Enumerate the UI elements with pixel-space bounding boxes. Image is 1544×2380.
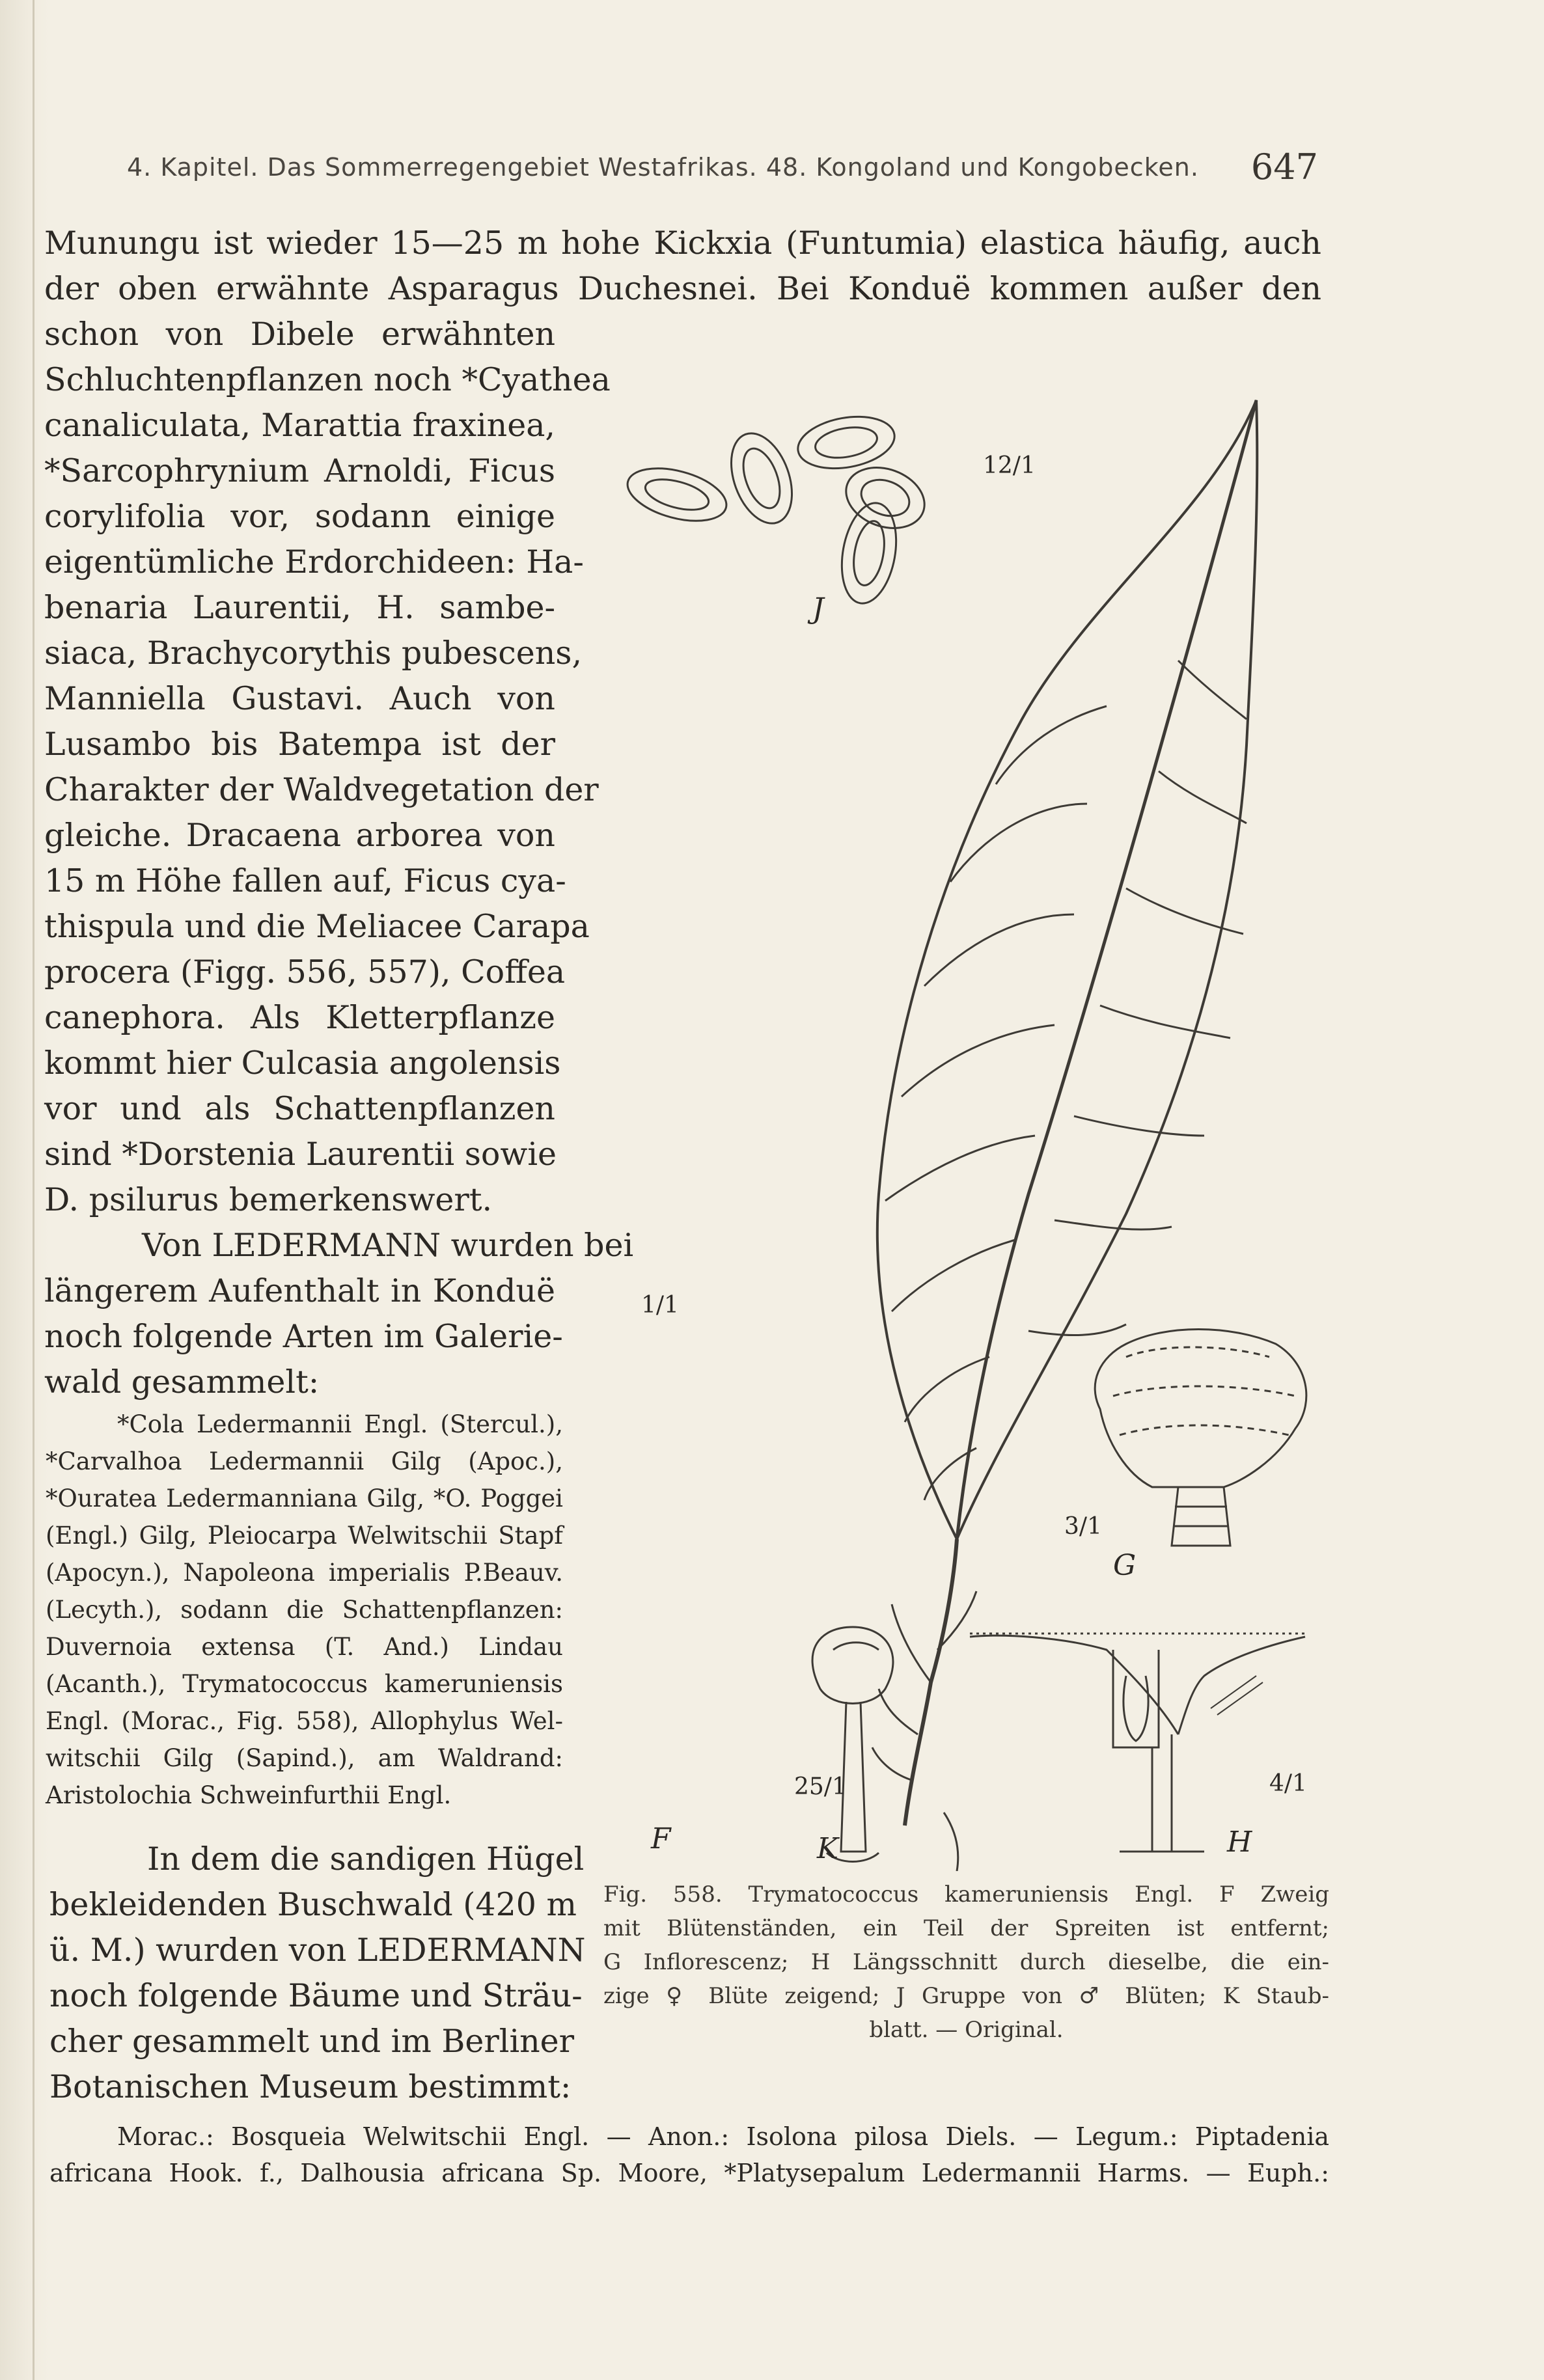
scale-label-g: 3/1	[1064, 1513, 1102, 1540]
plant-list-line: *Ouratea Ledermanniana Gilg, *O. Poggei	[46, 1484, 563, 1512]
body-line: Von LEDERMANN wurden bei	[142, 1227, 634, 1264]
scale-label-j: 12/1	[983, 452, 1036, 479]
body-line: kommt hier Culcasia angolensis	[44, 1045, 561, 1082]
plant-list-line: (Acanth.), Trymatococcus kameruniensis	[46, 1670, 563, 1698]
body-line: sind *Dorstenia Laurentii sowie	[44, 1136, 557, 1173]
plant-list-line: *Carvalhoa Ledermannii Gilg (Apoc.),	[46, 1447, 563, 1475]
plant-list-line: *Cola Ledermannii Engl. (Stercul.),	[117, 1410, 563, 1438]
body-line: bekleidenden Buschwald (420 m	[49, 1886, 577, 1923]
body-line: Morac.: Bosqueia Welwitschii Engl. — Anon.: Isolona pilosa Diels. — Legum.: Piptadenia	[117, 2122, 1329, 2151]
figure-caption-line: zige ♀ Blüte zeigend; J Gruppe von ♂ Blüten; K Staub-	[603, 1983, 1329, 2009]
scale-label-k: 25/1	[794, 1773, 847, 1800]
body-line: gleiche. Dracaena arborea von	[44, 817, 555, 854]
scale-label-h: 4/1	[1269, 1770, 1307, 1797]
fig-label-j: J	[812, 592, 824, 625]
body-line: Schluchtenpflanzen noch *Cyathea	[44, 361, 611, 398]
body-line: längerem Aufenthalt in Konduë	[44, 1272, 555, 1309]
body-line: thispula und die Meliacee Carapa	[44, 908, 590, 945]
figure-caption-line: G Inflorescenz; H Längsschnitt durch dieselbe, die ein-	[603, 1949, 1329, 1975]
body-line: Charakter der Waldvegetation der	[44, 771, 599, 808]
body-line: *Sarcophrynium Arnoldi, Ficus	[44, 452, 555, 489]
running-head-title: 4. Kapitel. Das Sommerregengebiet Westafrikas. 48. Kongoland und Kongobecken.	[127, 153, 1199, 182]
body-line: procera (Figg. 556, 557), Coffea	[44, 953, 566, 991]
body-line: eigentümliche Erdorchideen: Ha-	[44, 543, 584, 581]
body-line: vor und als Schattenpflanzen	[44, 1090, 555, 1127]
body-line: siaca, Brachycorythis pubescens,	[44, 635, 583, 672]
body-line: corylifolia vor, sodann einige	[44, 498, 555, 535]
body-line: schon von Dibele erwähnten	[44, 316, 555, 353]
fig-label-k: K	[817, 1832, 838, 1865]
fig-label-g: G	[1113, 1549, 1137, 1582]
figure-caption-line: Fig. 558. Trymatococcus kameruniensis Engl. F Zweig	[603, 1881, 1329, 1908]
figure-caption-line: blatt. — Original.	[869, 2017, 1064, 2043]
plant-list-line: Duvernoia extensa (T. And.) Lindau	[46, 1633, 563, 1661]
body-line: cher gesammelt und im Berliner	[49, 2023, 575, 2060]
page-number: 647	[1250, 146, 1318, 187]
body-line: Munungu ist wieder 15—25 m hohe Kickxia (Funtumia) elastica häufig, auch	[44, 225, 1321, 262]
plant-list-line: Aristolochia Schweinfurthii Engl.	[46, 1781, 452, 1809]
plant-list-line: (Engl.) Gilg, Pleiocarpa Welwitschii Stapf	[46, 1522, 563, 1550]
body-line: noch folgende Bäume und Sträu-	[49, 1977, 583, 2014]
body-line: canaliculata, Marattia fraxinea,	[44, 407, 555, 444]
botanical-illustration	[605, 381, 1328, 1871]
fig-label-h: H	[1227, 1826, 1252, 1859]
body-line: benaria Laurentii, H. sambe-	[44, 589, 555, 626]
fig-label-f: F	[651, 1822, 671, 1855]
body-line: Lusambo bis Batempa ist der	[44, 726, 555, 763]
running-head	[127, 146, 1318, 192]
body-line: wald gesammelt:	[44, 1363, 320, 1401]
scale-label-f: 1/1	[641, 1292, 679, 1319]
binding-edge	[0, 0, 49, 2380]
figure-caption-line: mit Blütenständen, ein Teil der Spreiten ist entfernt;	[603, 1915, 1329, 1941]
body-line: canephora. Als Kletterpflanze	[44, 999, 555, 1036]
figure-drawing	[605, 381, 1328, 1871]
body-line: Botanischen Museum bestimmt:	[49, 2068, 572, 2105]
binding-line	[33, 0, 34, 2380]
plant-list-line: (Lecyth.), sodann die Schattenpflanzen:	[46, 1596, 563, 1624]
plant-list-line: witschii Gilg (Sapind.), am Waldrand:	[46, 1744, 563, 1772]
plant-list-line: (Apocyn.), Napoleona imperialis P.Beauv.	[46, 1559, 563, 1587]
body-line: der oben erwähnte Asparagus Duchesnei. Bei Konduë kommen außer den	[44, 270, 1321, 307]
body-line: In dem die sandigen Hügel	[147, 1840, 585, 1878]
body-line: ü. M.) wurden von LEDERMANN	[49, 1932, 586, 1969]
body-line: 15 m Höhe fallen auf, Ficus cya-	[44, 862, 566, 899]
body-line: noch folgende Arten im Galerie-	[44, 1318, 563, 1355]
plant-list-line: Engl. (Morac., Fig. 558), Allophylus Wel-	[46, 1707, 563, 1735]
body-line: africana Hook. f., Dalhousia africana Sp. Moore, *Platysepalum Ledermannii Harms. — Euph.:	[49, 2159, 1329, 2187]
body-line: Manniella Gustavi. Auch von	[44, 680, 555, 717]
body-line: D. psilurus bemerkenswert.	[44, 1181, 493, 1218]
